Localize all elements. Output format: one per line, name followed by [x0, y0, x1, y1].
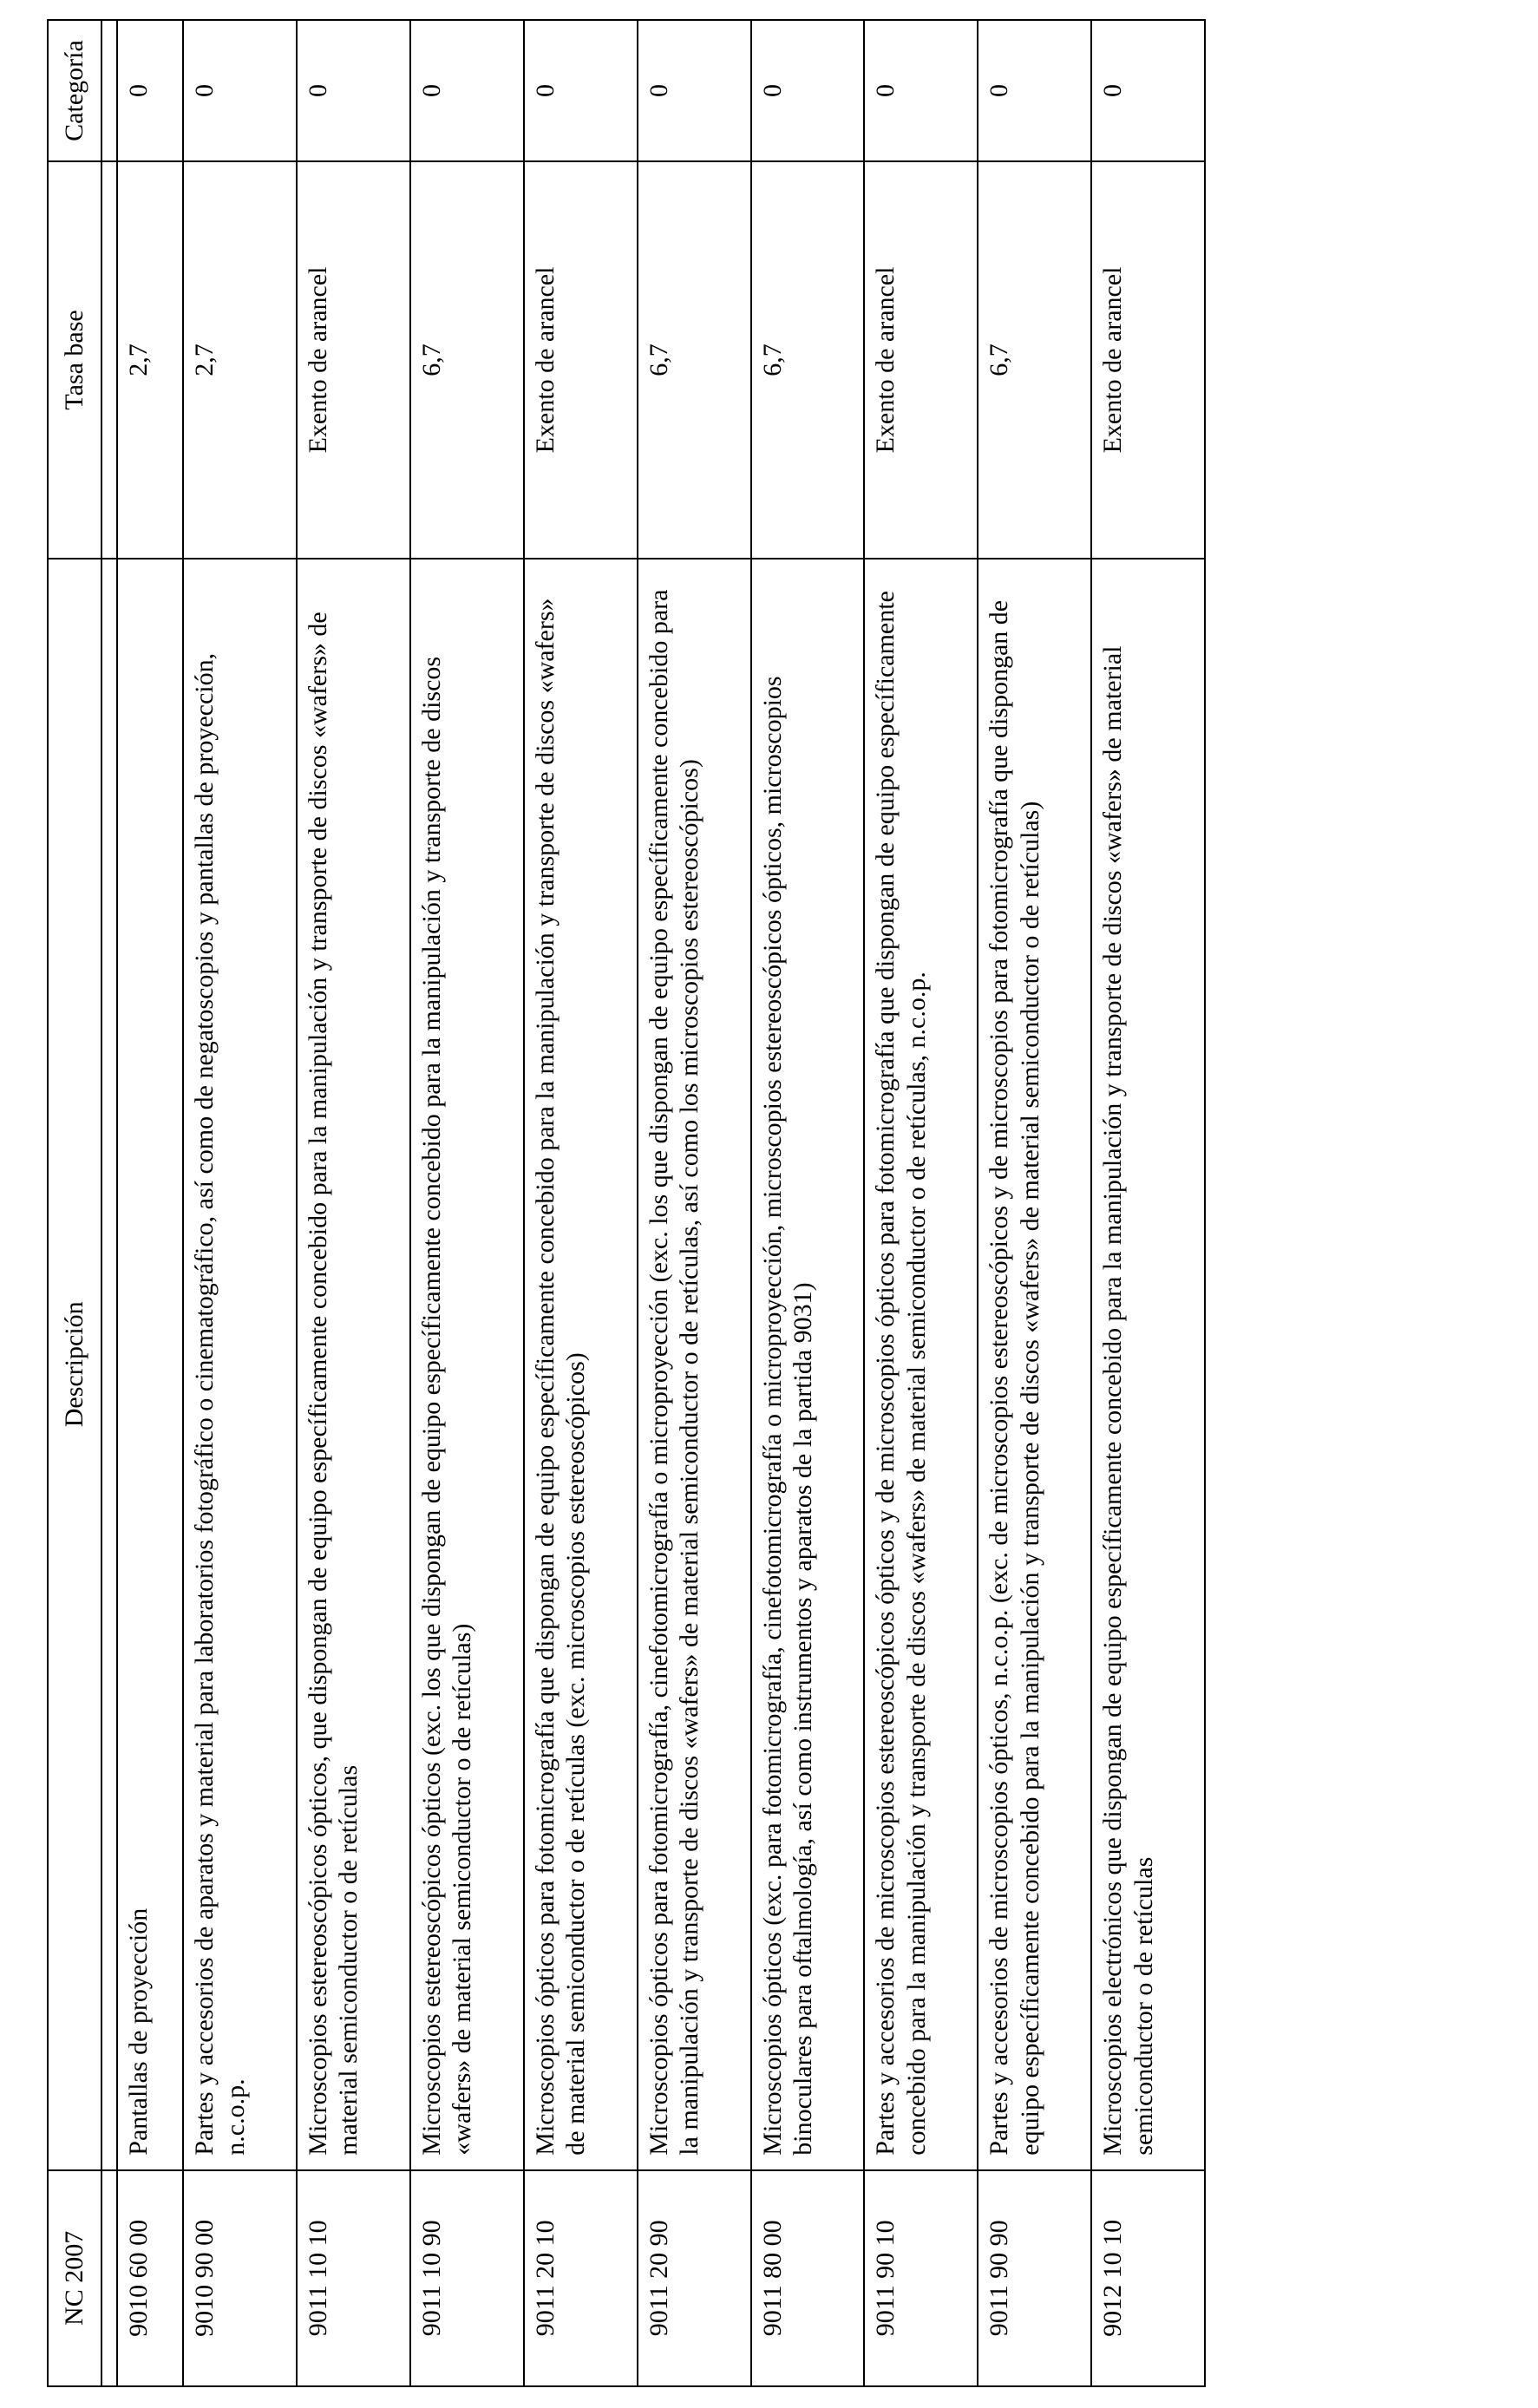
description: Partes y accesorios de aparatos y material para laboratorios fotográfico o cinematográfico, así como de negatoscopios y pantallas de proyección, n.c.o.p.: [183, 559, 297, 2170]
base-rate: 6,7: [638, 161, 751, 559]
category: 0: [297, 20, 410, 161]
description: Microscopios ópticos (exc. para fotomicrografía, cinefotomicrografía o microproyección, microscopios estereoscópicos ópticos, microscopios binoculares para oftalmología, así como instrumentos y aparatos de la partida 9031): [751, 559, 865, 2170]
nc-code: 9010 60 00: [117, 2170, 183, 2386]
nc-code: 9010 90 00: [183, 2170, 297, 2386]
category: 0: [864, 20, 978, 161]
category: 0: [638, 20, 751, 161]
table-row: [1091, 20, 1205, 2386]
base-rate: 6,7: [978, 161, 1091, 559]
category: 0: [410, 20, 524, 161]
description: Pantallas de proyección: [117, 559, 183, 2170]
base-rate: Exento de arancel: [524, 161, 638, 559]
description: Microscopios ópticos para fotomicrografía que dispongan de equipo específicamente concebido para la manipulación y transporte de discos «wafers» de material semiconductor o de retículas (exc. microscopios estereoscópicos): [524, 559, 638, 2170]
description: Microscopios estereoscópicos ópticos (exc. los que dispongan de equipo específicamente concebido para la manipulación y transporte de discos «wafers» de material semiconductor o de retículas): [410, 559, 524, 2170]
nc-code: 9012 10 10: [1091, 2170, 1205, 2386]
table-row: [183, 20, 297, 2386]
nc-code: 9011 80 00: [751, 2170, 865, 2386]
header-description: Descripción: [48, 559, 101, 2170]
description: Microscopios ópticos para fotomicrografía, cinefotomicrografía o microproyección (exc. los que dispongan de equipo específicamente concebido para la manipulación y transporte de discos «wafers» de material semiconductor o de retículas, así como los microscopios estereoscópicos): [638, 559, 751, 2170]
table-row: [864, 20, 978, 2386]
sub-cell: [101, 20, 117, 161]
table-row: [978, 20, 1091, 2386]
table-row: [117, 20, 183, 2386]
base-rate: 6,7: [410, 161, 524, 559]
table-row: [524, 20, 638, 2386]
header-sub-row: [101, 20, 117, 2386]
tariff-table: [47, 19, 1206, 2387]
base-rate: Exento de arancel: [297, 161, 410, 559]
header-category: Categoría: [48, 20, 101, 161]
header-base-rate: Tasa base: [48, 161, 101, 559]
header-row: [48, 20, 101, 2386]
description: Partes y accesorios de microscopios ópticos, n.c.o.p. (exc. de microscopios estereoscópicos y de microscopios para fotomicrografía que dispongan de equipo específicamente concebido para la manipulación y transporte de discos «wafers» de material semiconductor o de retículas): [978, 559, 1091, 2170]
sub-cell: [101, 559, 117, 2170]
category: 0: [978, 20, 1091, 161]
nc-code: 9011 20 90: [638, 2170, 751, 2386]
base-rate: 6,7: [751, 161, 865, 559]
nc-code: 9011 10 90: [410, 2170, 524, 2386]
description: Microscopios estereoscópicos ópticos, que dispongan de equipo específicamente concebido para la manipulación y transporte de discos «wafers» de material semiconductor o de retículas: [297, 559, 410, 2170]
base-rate: 2,7: [117, 161, 183, 559]
nc-code: 9011 10 10: [297, 2170, 410, 2386]
base-rate: Exento de arancel: [864, 161, 978, 559]
description: Microscopios electrónicos que dispongan de equipo específicamente concebido para la manipulación y transporte de discos «wafers» de material semiconductor o de retículas: [1091, 559, 1205, 2170]
category: 0: [751, 20, 865, 161]
category: 0: [524, 20, 638, 161]
category: 0: [117, 20, 183, 161]
nc-code: 9011 20 10: [524, 2170, 638, 2386]
description: Partes y accesorios de microscopios estereoscópicos ópticos y de microscopios ópticos para fotomicrografía que dispongan de equipo específicamente concebido para la manipulación y transporte de discos «wafers» de material semiconductor o de retículas, n.c.o.p.: [864, 559, 978, 2170]
nc-code: 9011 90 10: [864, 2170, 978, 2386]
table-row: [410, 20, 524, 2386]
table-row: [751, 20, 865, 2386]
category: 0: [1091, 20, 1205, 161]
header-nc: NC 2007: [48, 2170, 101, 2386]
sub-cell: [101, 2170, 117, 2386]
sub-cell: [101, 161, 117, 559]
table-row: [638, 20, 751, 2386]
nc-code: 9011 90 90: [978, 2170, 1091, 2386]
rotated-page: [47, 19, 1206, 2387]
table-row: [297, 20, 410, 2386]
base-rate: 2,7: [183, 161, 297, 559]
category: 0: [183, 20, 297, 161]
base-rate: Exento de arancel: [1091, 161, 1205, 559]
